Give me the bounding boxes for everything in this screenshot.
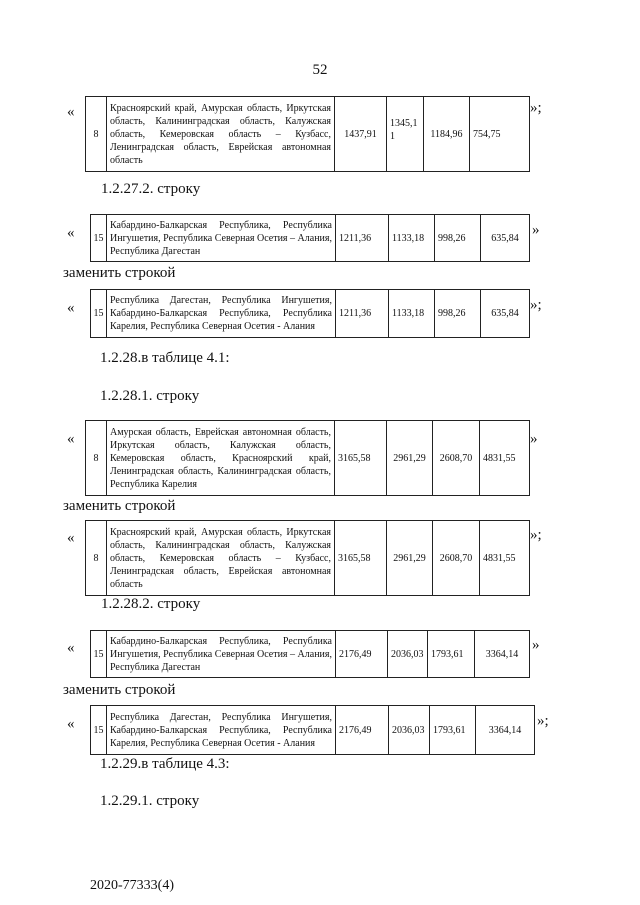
table-row	[85, 420, 530, 496]
close-quote: »;	[537, 713, 549, 729]
region-list: Кабардино-Балкарская Республика, Республика Ингушетия, Республика Северная Осетия – Алания, Республика Дагестан	[107, 215, 336, 262]
close-quote: »	[530, 431, 538, 447]
value-cell: 2961,29	[387, 521, 433, 596]
section-heading: 1.2.28.в таблице 4.1:	[100, 350, 230, 366]
replace-heading: заменить строкой	[63, 498, 176, 514]
replace-heading: заменить строкой	[63, 265, 176, 281]
value-cell: 3364,14	[475, 631, 530, 678]
table-row	[90, 705, 535, 755]
close-quote: »;	[530, 100, 542, 116]
value-cell: 3165,58	[335, 421, 387, 496]
row-number: 15	[91, 215, 107, 262]
row-number: 8	[86, 421, 107, 496]
value-cell: 3165,58	[335, 521, 387, 596]
section-heading: 1.2.29.в таблице 4.3:	[100, 756, 230, 772]
region-list: Республика Дагестан, Республика Ингушетия, Кабардино-Балкарская Республика, Республика Карелия, Республика Северная Осетия - Алания	[107, 706, 336, 755]
value-cell: 1793,61	[430, 706, 476, 755]
table-row	[90, 214, 530, 262]
table-row	[90, 630, 530, 678]
row-number: 8	[86, 521, 107, 596]
value-cell: 1133,18	[389, 290, 435, 338]
value-cell: 1793,61	[428, 631, 475, 678]
value-cell: 2036,03	[388, 631, 428, 678]
open-quote: «	[67, 716, 75, 732]
close-quote: »	[532, 222, 540, 238]
open-quote: «	[67, 640, 75, 656]
value-cell: 2608,70	[433, 421, 480, 496]
value-cell: 2608,70	[433, 521, 480, 596]
value-cell: 635,84	[481, 290, 530, 338]
value-cell: 998,26	[435, 290, 481, 338]
open-quote: «	[67, 530, 75, 546]
open-quote: «	[67, 225, 75, 241]
region-list: Республика Дагестан, Республика Ингушетия, Кабардино-Балкарская Республика, Республика Карелия, Республика Северная Осетия - Алания	[107, 290, 336, 338]
value-cell: 2176,49	[336, 706, 389, 755]
table-row	[85, 520, 530, 596]
region-list: Красноярский край, Амурская область, Иркутская область, Калининградская область, Калужская область, Кемеровская область – Кузбасс, Ленинградская область, Еврейская автономная область	[107, 521, 335, 596]
region-list: Кабардино-Балкарская Республика, Республика Ингушетия, Республика Северная Осетия – Алания, Республика Дагестан	[107, 631, 336, 678]
close-quote: »;	[530, 297, 542, 313]
row-number: 8	[86, 97, 107, 172]
value-cell: 2036,03	[389, 706, 430, 755]
value-cell: 998,26	[435, 215, 481, 262]
value-cell: 1345,1 1	[387, 97, 424, 172]
value-cell: 4831,55	[480, 421, 530, 496]
table-row	[85, 96, 530, 172]
value-cell: 1184,96	[424, 97, 470, 172]
close-quote: »;	[530, 527, 542, 543]
value-cell: 754,75	[470, 97, 530, 172]
open-quote: «	[67, 300, 75, 316]
value-cell: 3364,14	[476, 706, 535, 755]
row-number: 15	[91, 706, 107, 755]
value-cell: 1437,91	[335, 97, 387, 172]
close-quote: »	[532, 637, 540, 653]
value-cell: 2961,29	[387, 421, 433, 496]
section-heading: 1.2.28.2. строку	[101, 596, 201, 612]
value-cell: 4831,55	[480, 521, 530, 596]
section-heading: 1.2.28.1. строку	[100, 388, 200, 404]
value-cell: 1133,18	[389, 215, 435, 262]
row-number: 15	[91, 290, 107, 338]
value-cell: 1211,36	[336, 215, 389, 262]
region-list: Амурская область, Еврейская автономная область, Иркутская область, Калужская область, Кемеровская область, Красноярский край, Ленинградская область, Калининградская область, Республика Карелия	[107, 421, 335, 496]
value-cell: 1211,36	[336, 290, 389, 338]
section-heading: 1.2.29.1. строку	[100, 793, 200, 809]
row-number: 15	[91, 631, 107, 678]
page-number: 52	[312, 62, 328, 78]
region-list: Красноярский край, Амурская область, Иркутская область, Калининградская область, Калужская область, Кемеровская область – Кузбасс, Ленинградская область, Еврейская автономная область	[107, 97, 335, 172]
section-heading: 1.2.27.2. строку	[101, 181, 201, 197]
open-quote: «	[67, 431, 75, 447]
document-footer: 2020-77333(4)	[90, 878, 174, 893]
table-row	[90, 289, 530, 338]
open-quote: «	[67, 104, 75, 120]
replace-heading: заменить строкой	[63, 682, 176, 698]
value-cell: 635,84	[481, 215, 530, 262]
value-cell: 2176,49	[336, 631, 388, 678]
